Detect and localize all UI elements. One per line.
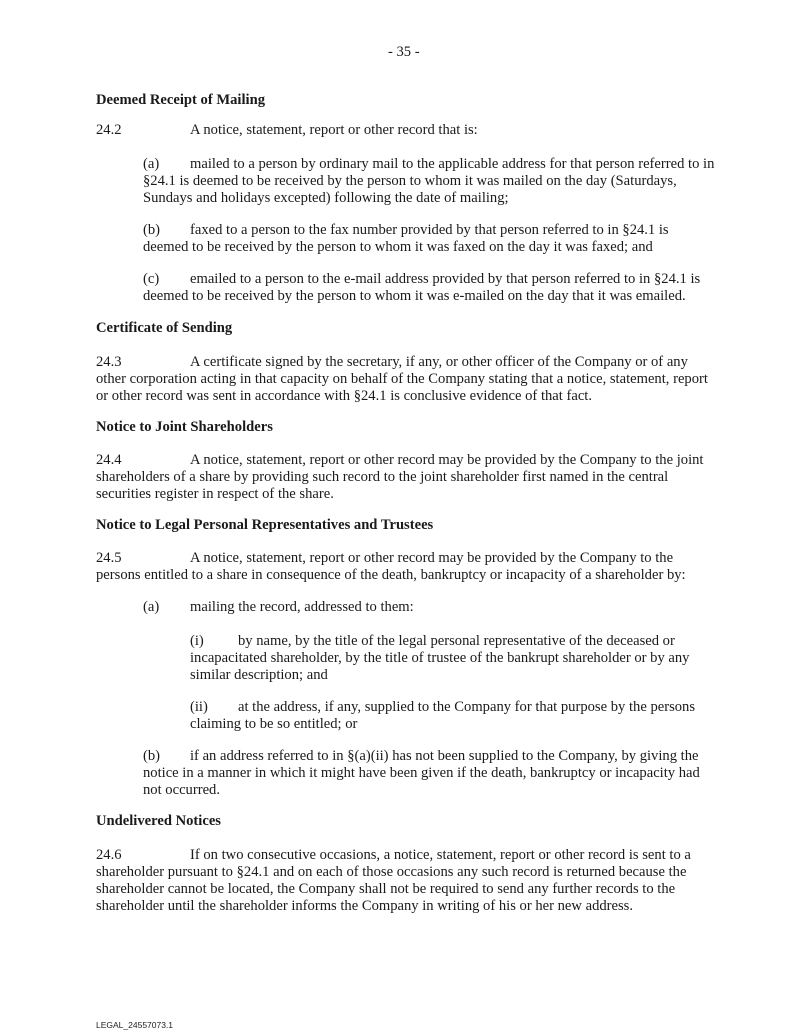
item-label-24-5-a: (a) (143, 599, 160, 615)
section-text-24-6: If on two consecutive occasions, a notice, statement, report or other record is sent to a shareholder pursuant to §24.1 and on each of those occasions any such record is returned because the shareholder cannot be located, the Company shall not be required to send any further records to the shareholder until the shareholder informs the Company in writing of his or her new address. (96, 847, 691, 914)
section-heading-legal-reps: Notice to Legal Personal Representatives and Trustees (96, 517, 434, 533)
item-label-24-2-c: (c) (143, 271, 160, 287)
section-number-24-6: 24.6 (96, 847, 122, 863)
item-label-24-2-b: (b) (143, 222, 161, 238)
item-label-24-2-a: (a) (143, 156, 160, 172)
subitem-text-24-5-a-i: by name, by the title of the legal personal representative of the deceased or incapacitated shareholder, by the title of trustee of the bankrupt shareholder or by any similar description; and (190, 633, 690, 683)
section-heading-certificate: Certificate of Sending (96, 320, 233, 336)
item-text-24-2-c: emailed to a person to the e-mail address provided by that person referred to in §24.1 is deemed to be received by the person to whom it was e-mailed on the day that it was emailed. (143, 271, 701, 304)
item-text-24-5-b: if an address referred to in §(a)(ii) has not been supplied to the Company, by giving the notice in a manner in which it might have been given if the death, bankruptcy or incapacity had not occurred. (143, 748, 700, 798)
section-number-24-5: 24.5 (96, 550, 122, 566)
section-number-24-2: 24.2 (96, 122, 122, 138)
subitem-label-24-5-a-ii: (ii) (190, 699, 208, 715)
section-heading-joint: Notice to Joint Shareholders (96, 419, 273, 435)
section-number-24-3: 24.3 (96, 354, 122, 370)
subitem-label-24-5-a-i: (i) (190, 633, 204, 649)
item-label-24-5-b: (b) (143, 748, 161, 764)
section-heading-undelivered: Undelivered Notices (96, 813, 221, 829)
item-text-24-5-a: mailing the record, addressed to them: (190, 599, 414, 615)
section-text-24-4: A notice, statement, report or other record may be provided by the Company to the joint shareholders of a share by providing such record to the joint shareholder first named in the central securities register in respect of the share. (96, 452, 704, 502)
subitem-text-24-5-a-ii: at the address, if any, supplied to the Company for that purpose by the persons claiming to be so entitled; or (190, 699, 696, 732)
section-text-24-5: A notice, statement, report or other record may be provided by the Company to the persons entitled to a share in consequence of the death, bankruptcy or incapacity of a shareholder by: (96, 550, 686, 583)
section-intro-24-2: A notice, statement, report or other record that is: (190, 122, 478, 138)
section-heading-deemed-receipt: Deemed Receipt of Mailing (96, 92, 265, 108)
item-text-24-2-b: faxed to a person to the fax number provided by that person referred to in §24.1 is deemed to be received by the person to whom it was faxed on the day it was faxed; and (143, 222, 669, 255)
section-text-24-3: A certificate signed by the secretary, if any, or other officer of the Company or of any other corporation acting in that capacity on behalf of the Company stating that a notice, statement, report or other record was sent in accordance with §24.1 is conclusive evidence of that fact. (96, 354, 708, 404)
section-number-24-4: 24.4 (96, 452, 122, 468)
item-text-24-2-a: mailed to a person by ordinary mail to the applicable address for that person referred to in §24.1 is deemed to be received by the person to whom it was mailed on the day (Saturdays, Sundays and holidays excepted) following the date of mailing; (143, 156, 715, 206)
page-number: - 35 - (388, 44, 420, 60)
document-id-footer: LEGAL_24557073.1 (96, 1020, 174, 1030)
